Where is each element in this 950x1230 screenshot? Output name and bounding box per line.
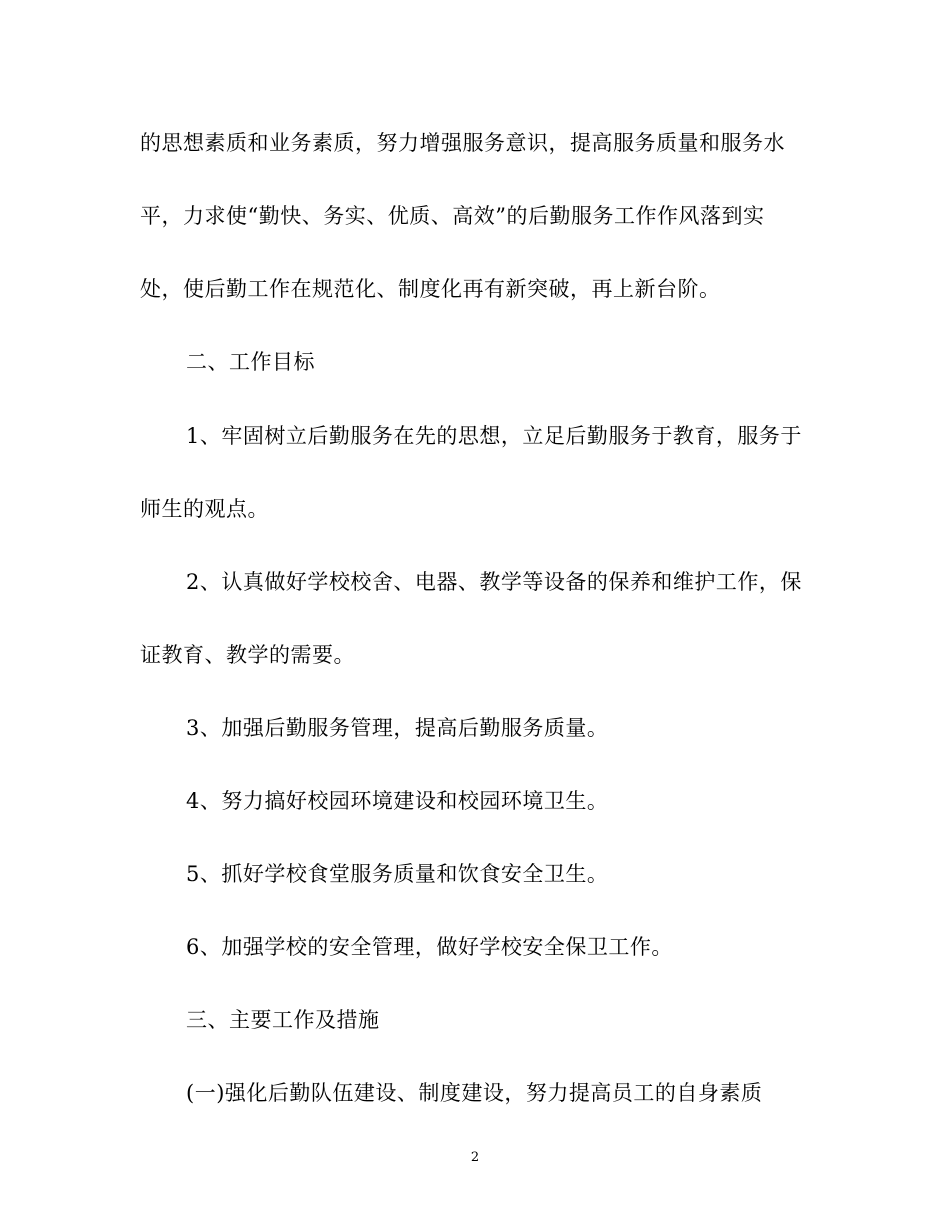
list-item-line: 证教育、教学的需要。: [140, 643, 355, 667]
list-item-line: 5、抓好学校食堂服务质量和饮食安全卫生。: [186, 862, 609, 886]
paragraph-line: 处，使后勤工作在规范化、制度化再有新突破，再上新台阶。: [140, 277, 721, 301]
paragraph-line: 的思想素质和业务素质，努力增强服务意识，提高服务质量和服务水: [140, 131, 785, 155]
list-item-line: 4、努力搞好校园环境建设和校园环境卫生。: [186, 789, 609, 813]
list-item-line: 师生的观点。: [140, 497, 269, 521]
list-item-line: 2、认真做好学校校舍、电器、教学等设备的保养和维护工作，保: [186, 570, 802, 594]
list-item-line: 6、加强学校的安全管理，做好学校安全保卫工作。: [186, 935, 673, 959]
list-item-line: 3、加强后勤服务管理，提高后勤服务质量。: [186, 716, 609, 740]
list-item-line: 1、牢固树立后勤服务在先的思想，立足后勤服务于教育，服务于: [186, 424, 802, 448]
section-heading: 二、工作目标: [186, 350, 315, 374]
paragraph-line: 平，力求使“勤快、务实、优质、高效”的后勤服务工作作风落到实: [140, 204, 765, 228]
page-number: 2: [470, 1150, 480, 1165]
subsection-heading: (一)强化后勤队伍建设、制度建设，努力提高员工的自身素质: [186, 1081, 763, 1105]
section-heading: 三、主要工作及措施: [186, 1008, 380, 1032]
